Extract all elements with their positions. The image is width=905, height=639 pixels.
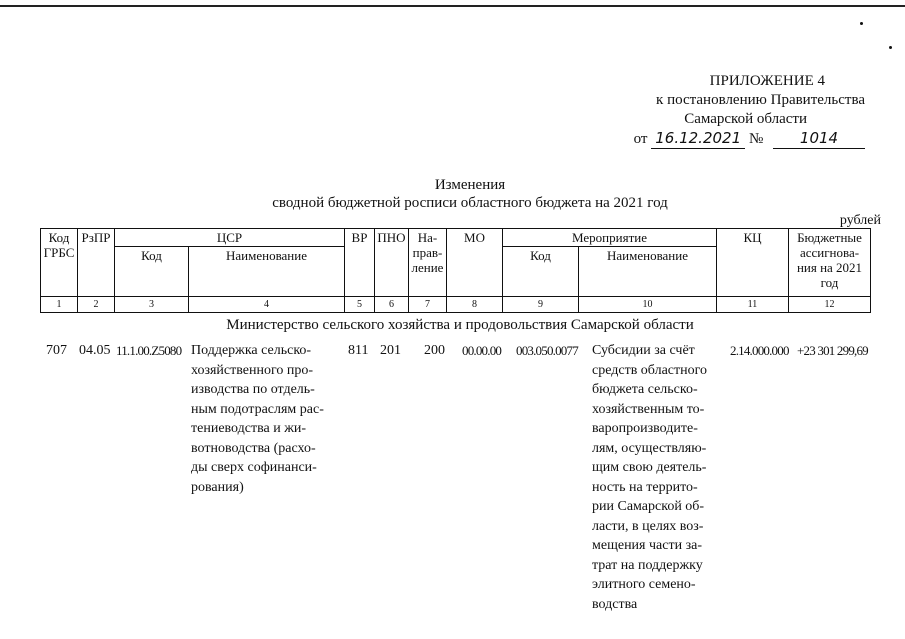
col-number: 4	[189, 297, 345, 313]
row-pno: 201	[380, 343, 401, 358]
header-mo: МО	[447, 229, 503, 297]
col-number: 8	[447, 297, 503, 313]
row-mer-name: Субсидии за счёт средств областного бюджета сельско- хозяйственным то- варопроизводите- лям, осуществляю- щим свою деятель- ность на террито- рии Самарской об- ласти, в целях воз- мещения части за- трат на поддержку элитного семено- водства	[592, 343, 708, 612]
header-csr-kod: Код	[115, 247, 189, 297]
header-budget: Бюджетные ассигнова-ния на 2021 год	[789, 229, 871, 297]
col-number: 7	[409, 297, 447, 313]
col-number: 3	[115, 297, 189, 313]
col-number: 5	[345, 297, 375, 313]
table-header	[40, 228, 871, 313]
appendix-title: ПРИЛОЖЕНИЕ 4	[709, 73, 825, 89]
header-kod-grbs: Код ГРБС	[41, 229, 78, 297]
document-title: Изменения	[434, 177, 506, 193]
col-number: 6	[375, 297, 409, 313]
row-vr: 811	[348, 343, 369, 358]
document-subtitle: сводной бюджетной росписи областного бюджета на 2021 год	[272, 195, 668, 211]
appendix-line-2: к постановлению Правительства	[656, 92, 865, 108]
row-kc: 2.14.000.000	[730, 343, 789, 358]
appendix-block	[600, 72, 865, 149]
col-number: 1	[41, 297, 78, 313]
row-csr-kod: 11.1.00.Z5080	[116, 343, 182, 358]
units-label: рублей	[839, 213, 881, 228]
header-kc: КЦ	[717, 229, 789, 297]
scan-speck	[889, 46, 892, 49]
handwritten-date: 16.12.2021	[651, 129, 745, 149]
row-kod-grbs: 707	[46, 343, 67, 358]
header-vr: ВР	[345, 229, 375, 297]
col-number: 10	[579, 297, 717, 313]
number-prefix: №	[748, 131, 764, 147]
handwritten-number: 1014	[773, 129, 865, 149]
row-amount: +23 301 299,69	[797, 343, 868, 358]
header-mer-name: Наименование	[579, 247, 717, 297]
col-number: 11	[717, 297, 789, 313]
row-rzpr: 04.05	[79, 343, 111, 358]
ministry-heading: Министерство сельского хозяйства и продовольствия Самарской области	[226, 317, 694, 333]
header-meropriyatie: Мероприятие	[503, 229, 717, 247]
scan-speck	[860, 22, 863, 25]
row-napravlenie: 200	[424, 343, 445, 358]
page-top-rule	[0, 5, 905, 7]
row-csr-name: Поддержка сельско- хозяйственного про- изводства по отдель- ным подотраслям рас- тениеводства и жи- вотноводства (расхо- ды сверх софинанси- рования)	[191, 343, 324, 495]
col-number: 12	[789, 297, 871, 313]
col-number: 9	[503, 297, 579, 313]
header-napravlenie: На-прав-ление	[409, 229, 447, 297]
col-number: 2	[78, 297, 115, 313]
appendix-line-3: Самарской области	[684, 111, 807, 127]
appendix-date-line	[600, 129, 865, 149]
header-mer-kod: Код	[503, 247, 579, 297]
header-rzpr: РзПР	[78, 229, 115, 297]
row-mo: 00.00.00	[462, 343, 502, 358]
header-pno: ПНО	[375, 229, 409, 297]
header-csr: ЦСР	[115, 229, 345, 247]
header-csr-name: Наименование	[189, 247, 345, 297]
date-prefix: от	[633, 131, 648, 147]
row-mer-kod: 003.050.0077	[516, 343, 578, 358]
